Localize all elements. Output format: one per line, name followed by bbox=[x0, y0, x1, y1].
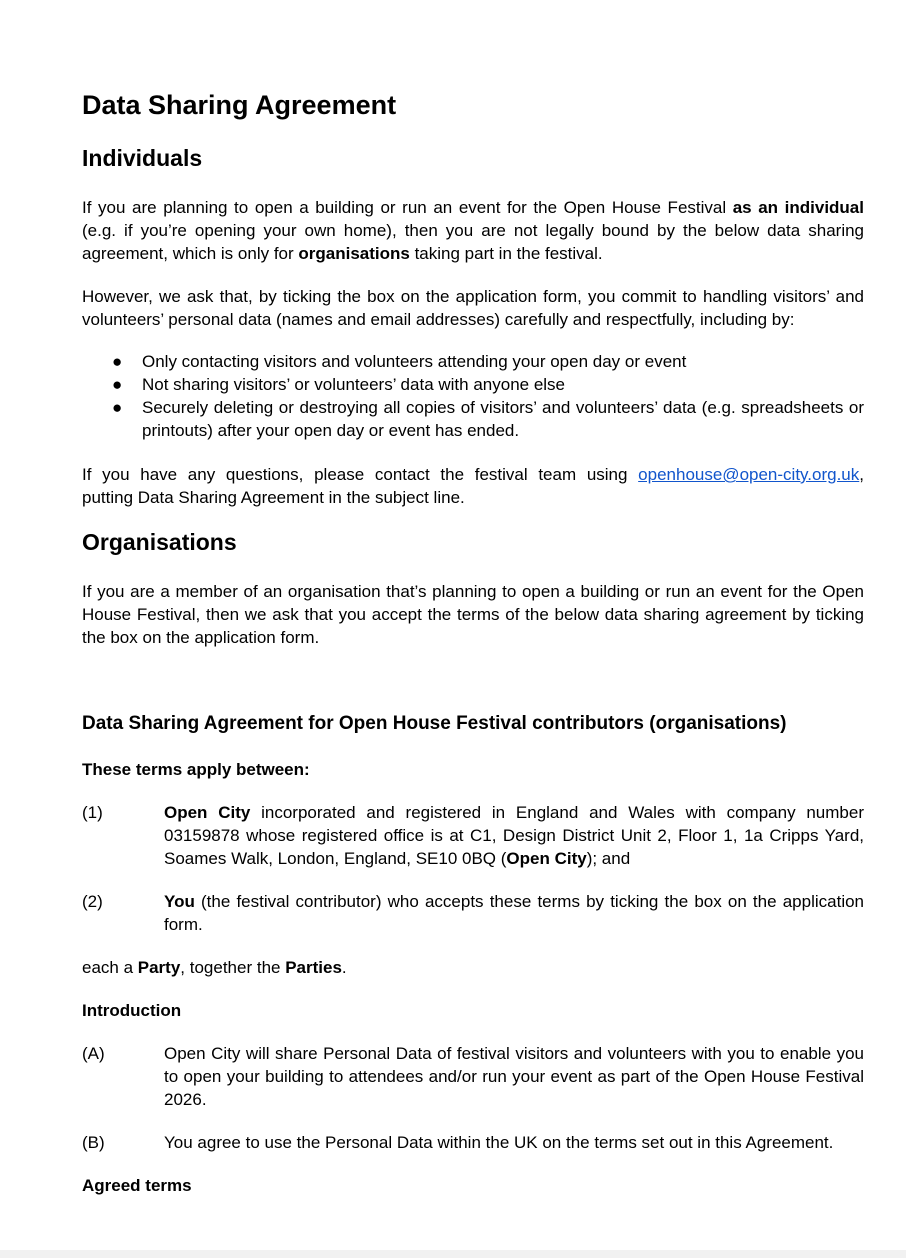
terms-apply-label: These terms apply between: bbox=[82, 760, 310, 779]
bold-run: as an individual bbox=[732, 198, 864, 217]
bold-run: Open City bbox=[506, 849, 587, 868]
intro-number: (A) bbox=[82, 1044, 105, 1063]
list-item bbox=[82, 373, 864, 396]
list-item-text: Securely deleting or destroying all copies of visitors’ and volunteers’ data (e.g. spreadsheets or printouts) after your open day or event has ended. bbox=[142, 398, 864, 440]
individuals-bullet-list bbox=[82, 350, 864, 442]
agreed-terms-label: Agreed terms bbox=[82, 1176, 192, 1195]
list-item-text: Only contacting visitors and volunteers attending your open day or event bbox=[142, 352, 687, 371]
bold-run: organisations bbox=[298, 244, 410, 263]
bold-run: Parties bbox=[285, 958, 342, 977]
organisations-paragraph: If you are a member of an organisation that’s planning to open a building or run an event for the Open House Festival, then we ask that you accept the terms of the below data sharing agreement by ticking the box on the application form. bbox=[82, 582, 864, 647]
text-run: , together the bbox=[180, 958, 286, 977]
intro-text: You agree to use the Personal Data within the UK on the terms set out in this Agreement. bbox=[164, 1133, 834, 1152]
page-title: Data Sharing Agreement bbox=[82, 90, 397, 120]
individuals-paragraph-1 bbox=[82, 196, 864, 265]
individuals-contact-line-2: putting Data Sharing Agreement in the subject line. bbox=[82, 488, 465, 507]
intro-text: Open City will share Personal Data of festival visitors and volunteers with you to enable you to open your building to attendees and/or run your event as part of the Open House Festival 2026. bbox=[164, 1044, 864, 1109]
individuals-contact-line bbox=[82, 463, 864, 486]
list-item bbox=[82, 350, 864, 373]
heading-individuals: Individuals bbox=[82, 145, 203, 171]
bold-run: You bbox=[164, 892, 195, 911]
text-run: ); and bbox=[586, 849, 631, 868]
page-bottom-edge bbox=[0, 1250, 906, 1258]
intro-number: (B) bbox=[82, 1133, 105, 1152]
text-run: each a bbox=[82, 958, 138, 977]
party-number: (2) bbox=[82, 892, 103, 911]
text-run: taking part in the festival. bbox=[409, 244, 603, 263]
text-run: (e.g. if you’re opening your own home), then you are not legally bound by the below data sharing agreement, which is only for bbox=[82, 221, 864, 263]
bullet-icon: ● bbox=[112, 398, 123, 417]
list-item bbox=[82, 396, 864, 442]
introduction-label: Introduction bbox=[82, 1001, 182, 1020]
party-number: (1) bbox=[82, 803, 103, 822]
text-run: . bbox=[341, 958, 347, 977]
text-run: If you have any questions, please contact the festival team using bbox=[82, 465, 639, 484]
text-run: , bbox=[859, 465, 864, 484]
party-text bbox=[164, 801, 864, 870]
bold-run: Party bbox=[137, 958, 181, 977]
bold-run: Open City bbox=[164, 803, 251, 822]
bullet-icon: ● bbox=[112, 375, 123, 394]
party-1 bbox=[82, 801, 864, 870]
bullet-icon: ● bbox=[112, 352, 123, 371]
party-text bbox=[164, 890, 864, 936]
text-run: If you are planning to open a building or run an event for the Open House Festival bbox=[82, 198, 733, 217]
parties-definition bbox=[82, 956, 864, 979]
heading-organisations: Organisations bbox=[82, 529, 237, 555]
intro-item-b bbox=[82, 1131, 864, 1154]
party-2 bbox=[82, 890, 864, 936]
intro-item-a bbox=[82, 1042, 864, 1111]
email-link[interactable]: openhouse@open-city.org.uk bbox=[638, 465, 860, 484]
list-item-text: Not sharing visitors’ or volunteers’ data with anyone else bbox=[142, 375, 566, 394]
individuals-paragraph-2: However, we ask that, by ticking the box on the application form, you commit to handling visitors’ and volunteers’ personal data (names and email addresses) carefully and respectfully, including by: bbox=[82, 287, 864, 329]
agreement-heading: Data Sharing Agreement for Open House Festival contributors (organisations) bbox=[82, 713, 787, 734]
text-run: incorporated and registered in England and Wales with company number 03159878 whose registered office is at C1, Design District Unit 2, Floor 1, 1a Cripps Yard, Soames Walk, London, England, SE10 0BQ ( bbox=[164, 803, 864, 868]
text-run: (the festival contributor) who accepts these terms by ticking the box on the application form. bbox=[164, 892, 864, 934]
